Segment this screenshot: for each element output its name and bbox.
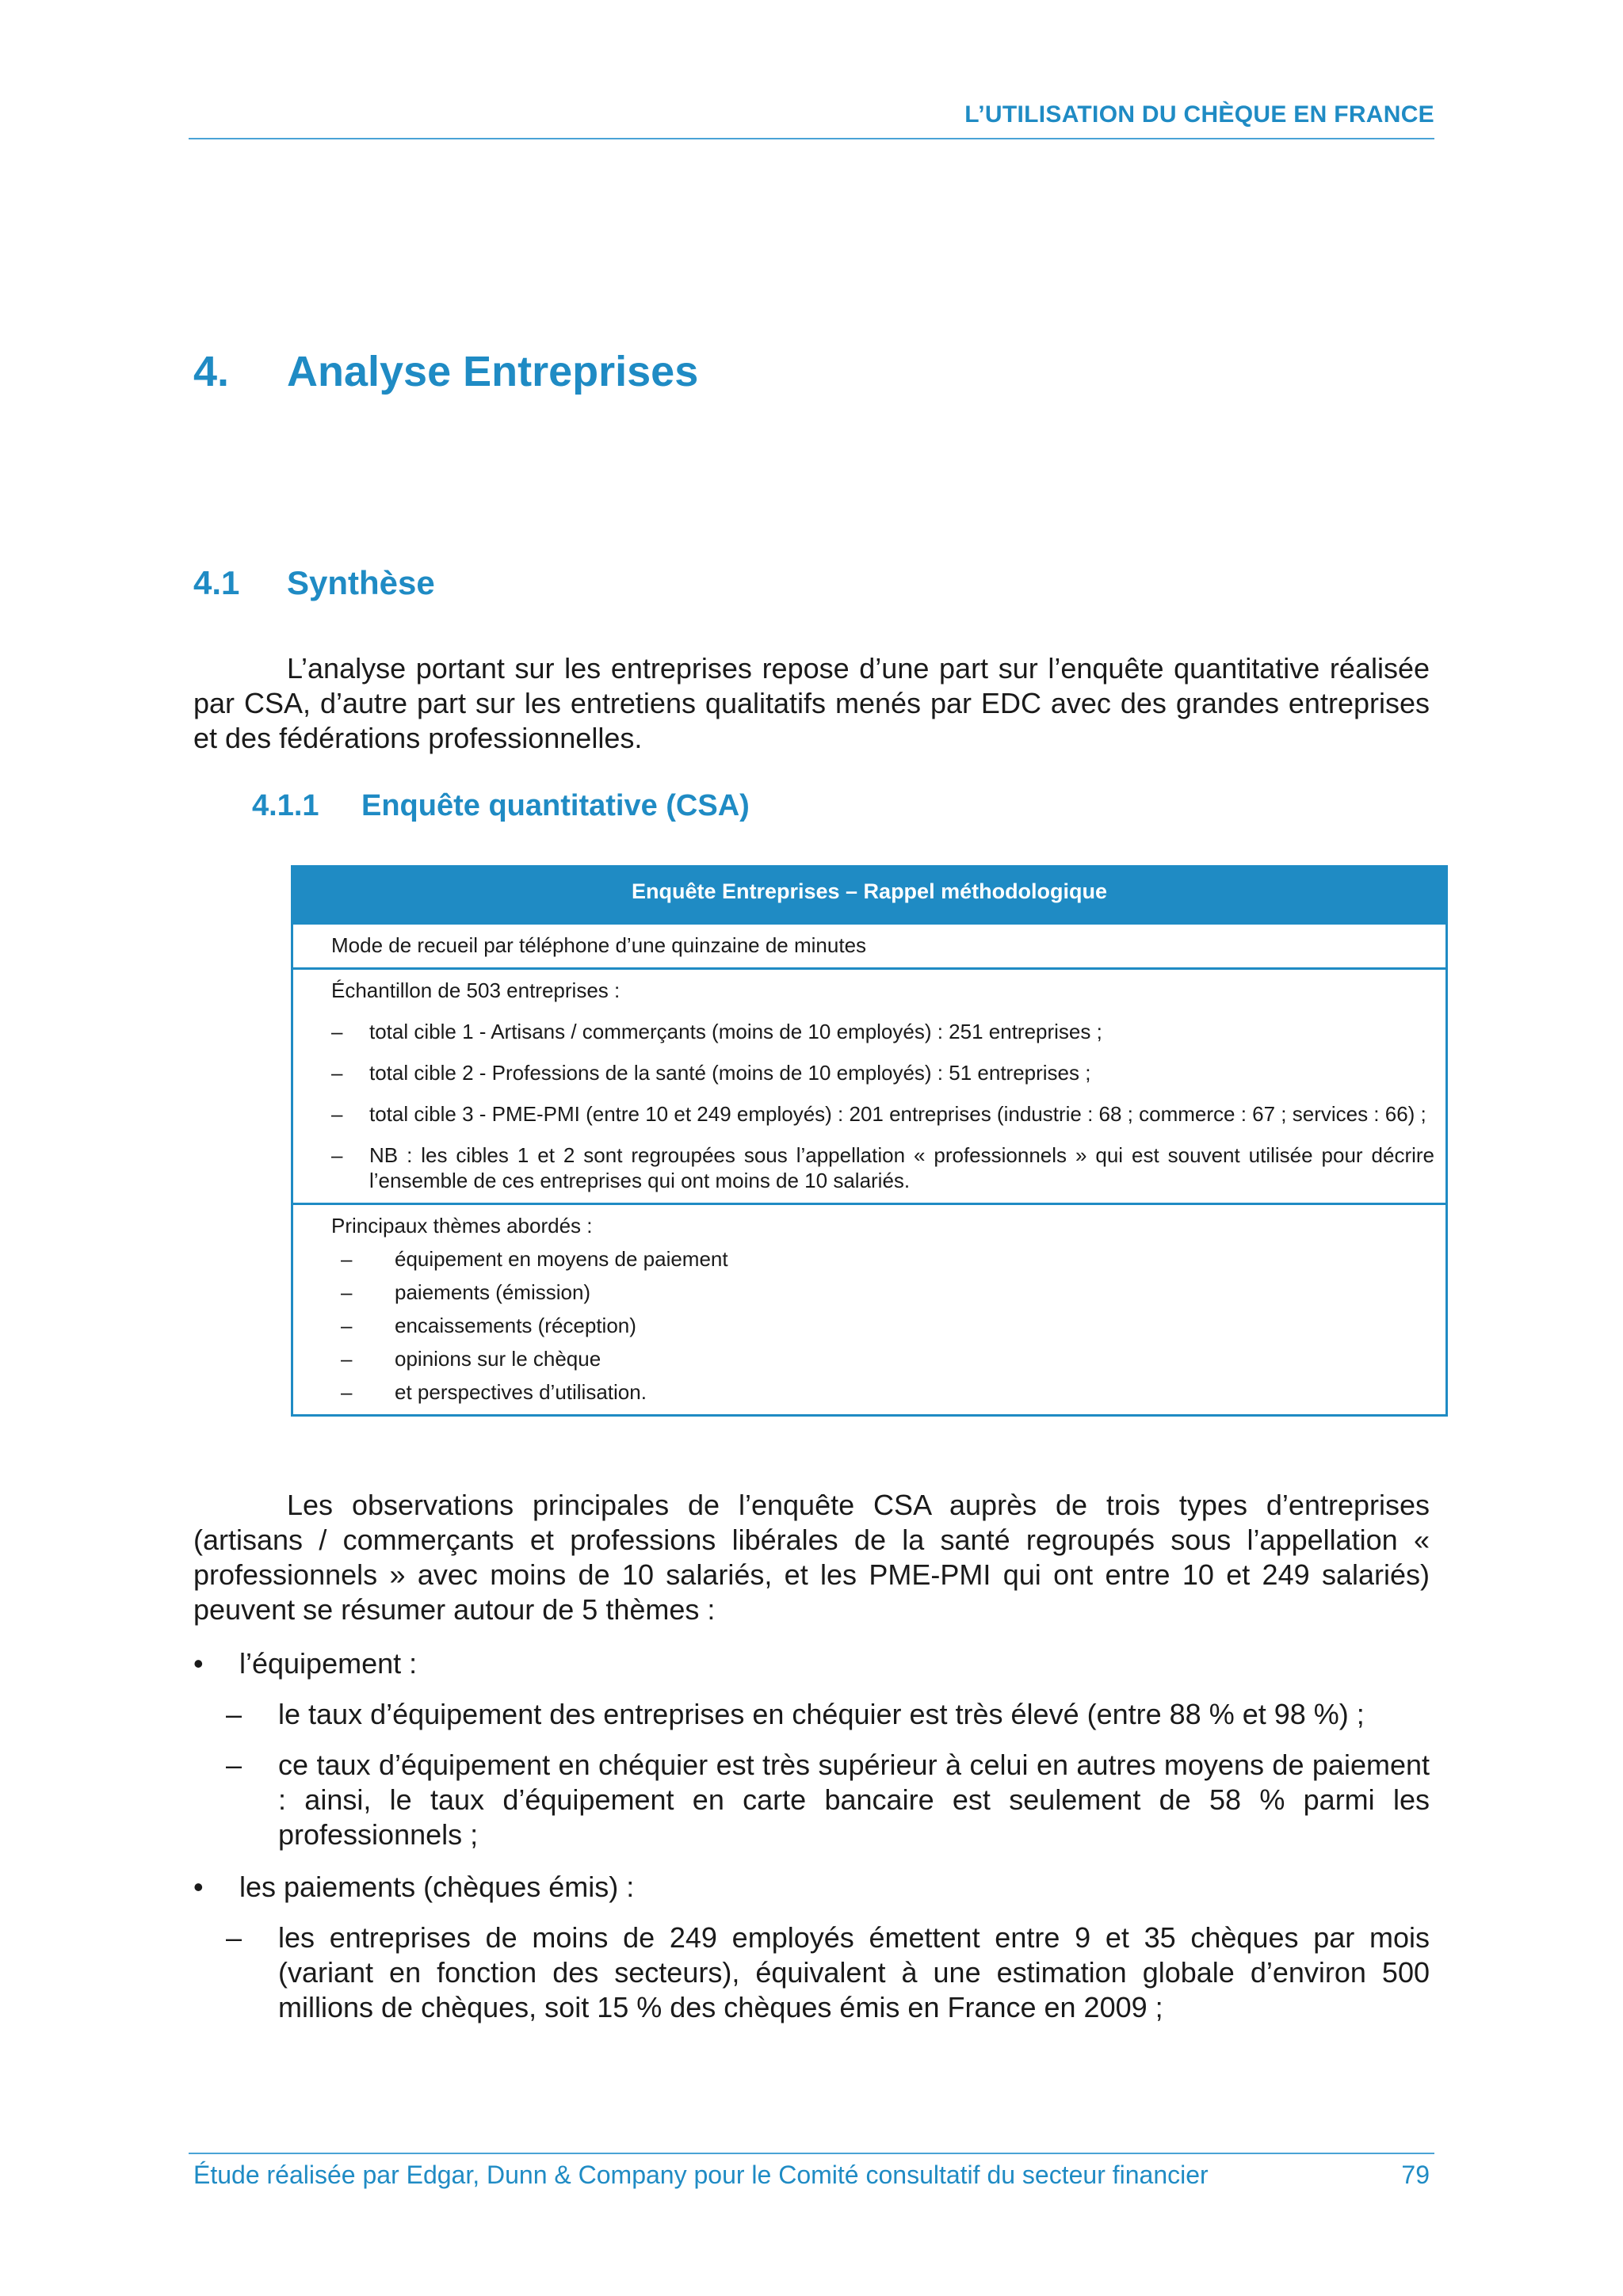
bullet-item — [193, 1646, 1430, 1681]
subsection-heading — [193, 564, 435, 602]
dash-glyph: – — [331, 1143, 343, 1167]
bullet-label: les paiements (chèques émis) : — [239, 1871, 635, 1903]
theme-item-text: opinions sur le chèque — [395, 1347, 601, 1371]
subsection-number: 4.1 — [193, 564, 240, 601]
dash-glyph: – — [226, 1698, 242, 1730]
methodology-mode: Mode de recueil par téléphone d’une quinzaine de minutes — [331, 933, 867, 957]
bullet-item — [193, 1870, 1430, 1905]
methodology-themes-title: Principaux thèmes abordés : — [331, 1214, 593, 1238]
theme-item — [331, 1280, 1434, 1305]
dash-glyph: – — [341, 1314, 353, 1337]
bullet-glyph: • — [193, 1647, 204, 1680]
subsubsection-heading — [252, 789, 750, 823]
theme-item-text: paiements (émission) — [395, 1280, 591, 1304]
sample-item — [331, 1060, 1434, 1085]
theme-item-text: et perspectives d’utilisation. — [395, 1380, 647, 1404]
methodology-themes-row — [293, 1203, 1445, 1414]
dash-glyph: – — [226, 1749, 242, 1781]
dash-glyph: – — [341, 1347, 353, 1371]
dash-glyph: – — [341, 1280, 353, 1304]
sample-item-text: total cible 2 - Professions de la santé (moins de 10 employés) : 51 entreprises ; — [369, 1061, 1091, 1085]
main-paragraph-text: Les observations principales de l’enquête CSA auprès de trois types d’entreprises (artisans / commerçants et professions libérales de la santé regroupés sous l’appellation « professionnels » avec moins de 10 salariés, et les PME-PMI qui ont entre 10 et 249 salariés) peuvent se résumer autour de 5 thèmes : — [193, 1489, 1430, 1626]
intro-paragraph — [193, 651, 1430, 756]
dash-glyph: – — [331, 1061, 343, 1085]
theme-item — [331, 1246, 1434, 1272]
sub-item — [193, 1920, 1430, 2025]
section-heading — [193, 347, 698, 396]
sub-item-text: les entreprises de moins de 249 employés émettent entre 9 et 35 chèques par mois (variant en fonction des secteurs), équivalent à une estimation globale d’environ 500 millions de chèques, soit 15 % des chèques émis en France en 2009 ; — [278, 1921, 1430, 2023]
main-paragraph — [193, 1488, 1430, 1627]
methodology-sample-title: Échantillon de 503 entreprises : — [331, 978, 621, 1002]
sub-item-text: le taux d’équipement des entreprises en chéquier est très élevé (entre 88 % et 98 %) ; — [278, 1698, 1365, 1730]
subsubsection-title: Enquête quantitative (CSA) — [361, 789, 750, 822]
methodology-box-title: Enquête Entreprises – Rappel méthodologique — [293, 868, 1445, 925]
dash-glyph: – — [341, 1380, 353, 1404]
section-number: 4. — [193, 348, 230, 395]
sub-item-text: ce taux d’équipement en chéquier est très supérieur à celui en autres moyens de paiement : ainsi, le taux d’équipement en carte bancaire est seulement de 58 % parmi les professionnels ; — [278, 1749, 1430, 1851]
dash-glyph: – — [341, 1247, 353, 1271]
theme-item-text: équipement en moyens de paiement — [395, 1247, 728, 1271]
bullet-equipment — [193, 1646, 1430, 1852]
dash-glyph: – — [331, 1020, 343, 1043]
theme-item-text: encaissements (réception) — [395, 1314, 636, 1337]
sample-item — [331, 1101, 1434, 1127]
subsubsection-number: 4.1.1 — [252, 789, 319, 822]
section-title: Analyse Entreprises — [287, 348, 699, 395]
bullet-payments — [193, 1870, 1430, 2025]
dash-glyph: – — [331, 1102, 343, 1126]
footer-text: Étude réalisée par Edgar, Dunn & Company pour le Comité consultatif du secteur financier — [193, 2161, 1209, 2189]
running-header-title: L’UTILISATION DU CHÈQUE EN FRANCE — [964, 101, 1434, 128]
page-number: 79 — [1401, 2161, 1430, 2189]
sample-item — [331, 1019, 1434, 1044]
subsection-title: Synthèse — [287, 564, 435, 601]
sample-item — [331, 1142, 1434, 1193]
theme-item — [331, 1379, 1434, 1405]
methodology-box — [291, 865, 1448, 1417]
sample-item-text: total cible 1 - Artisans / commerçants (moins de 10 employés) : 251 entreprises ; — [369, 1020, 1102, 1043]
page-footer — [189, 2153, 1434, 2190]
bullet-glyph: • — [193, 1871, 204, 1903]
theme-item — [331, 1313, 1434, 1338]
methodology-mode-row — [293, 925, 1445, 967]
sub-item — [193, 1748, 1430, 1852]
sample-item-text: NB : les cibles 1 et 2 sont regroupées sous l’appellation « professionnels » qui est souvent utilisée pour décrire l’ensemble de ces entreprises qui ont moins de 10 salariés. — [369, 1143, 1434, 1192]
intro-paragraph-text: L’analyse portant sur les entreprises repose d’une part sur l’enquête quantitative réalisée par CSA, d’autre part sur les entretiens qualitatifs menés par EDC avec des grandes entreprises et des fédérations professionnelles. — [193, 652, 1430, 754]
themes-list — [331, 1246, 1434, 1405]
running-header — [189, 101, 1434, 139]
theme-item — [331, 1346, 1434, 1371]
sub-item — [193, 1697, 1430, 1732]
bullet-label: l’équipement : — [239, 1647, 418, 1680]
methodology-sample-row — [293, 967, 1445, 1203]
dash-glyph: – — [226, 1921, 242, 1954]
sample-item-text: total cible 3 - PME-PMI (entre 10 et 249 employés) : 201 entreprises (industrie : 68 ; commerce : 67 ; services : 66) ; — [369, 1102, 1426, 1126]
